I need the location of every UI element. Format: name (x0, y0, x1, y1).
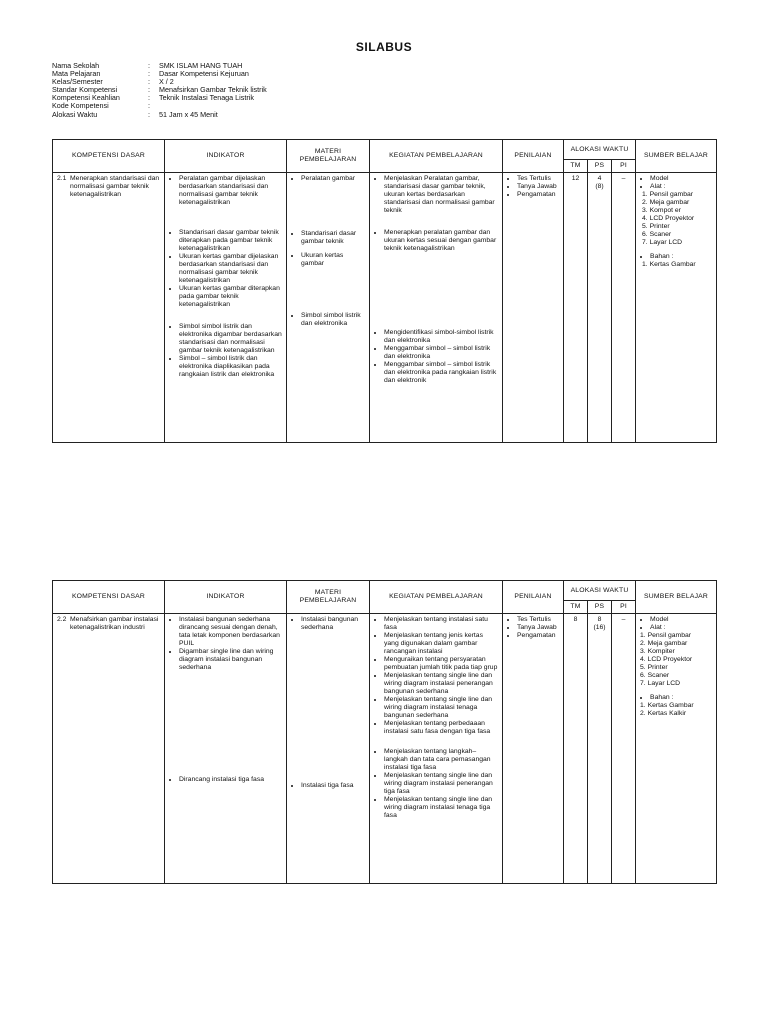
list-item: • Menggambar simbol – simbol listrik dan elektronika pada rangkaian listrik dan elektronik (384, 361, 498, 385)
list-item: • Menjelaskan Peralatan gambar, standarisasi dasar gambar teknik, ukuran kertas berdasarkan standarisasi dan normalisasi gambar teknik (384, 175, 498, 215)
list-item: • Dirancang instalasi tiga fasa (179, 776, 282, 784)
header-tm: TM (564, 601, 588, 614)
header-alokasi: ALOKASI WAKTU (564, 140, 636, 160)
list-item: 4. LCD Proyektor (642, 215, 695, 222)
list-item: • Instalasi bangunan sederhana (301, 616, 365, 632)
list-item: 1. Pensil gambar (642, 191, 694, 198)
list-item: 7. Layar LCD (640, 680, 681, 687)
list-item: • Model (650, 616, 712, 624)
list-item: • Peralatan gambar dijelaskan berdasarkan standarisasi dan normalisasi gambar teknik ketenagalistrikan (179, 175, 282, 207)
list-item: • Simbol simbol listrik dan elektronika (301, 312, 365, 328)
tm-cell: 8 (564, 614, 588, 884)
list-item: 1. Kertas Gambar (642, 261, 696, 268)
header-kd: KOMPETENSI DASAR (53, 581, 165, 614)
list-item: • Tes Tertulis (517, 616, 559, 624)
header-sumber: SUMBER BELAJAR (636, 140, 717, 173)
list-item: 4. LCD Proyektor (640, 656, 693, 663)
meta-value: X / 2 (159, 77, 174, 87)
kegiatan-cell (370, 614, 503, 884)
ps-sub-value: (16) (593, 624, 606, 631)
header-tm: TM (564, 160, 588, 173)
tm-cell: 12 (564, 173, 588, 443)
header-pi: PI (612, 160, 636, 173)
list-item: • Menjelaskan tentang instalasi satu fasa (384, 616, 498, 632)
header-alokasi: ALOKASI WAKTU (564, 581, 636, 601)
list-item: • Ukuran kertas gambar (301, 252, 365, 268)
list-item: • Ukuran kertas gambar diterapkan pada gambar teknik ketenagalistrikan (179, 285, 282, 309)
list-item: • Peralatan gambar (301, 175, 365, 183)
list-item: • Pengamatan (517, 191, 559, 199)
meta-label: Mata Pelajaran (52, 69, 101, 79)
list-item: 1. Kertas Gambar (640, 702, 694, 709)
header-ps: PS (588, 601, 612, 614)
meta-value: Teknik Instalasi Tenaga Listrik (159, 93, 254, 103)
meta-label: Kompetensi Keahlian (52, 93, 120, 103)
kegiatan-cell (370, 173, 503, 443)
meta-label: Kode Kompetensi (52, 101, 109, 111)
header-materi: MATERI PEMBELAJARAN (287, 581, 370, 614)
page-title: SILABUS (355, 40, 413, 54)
meta-row: Standar Kompetensi : Menafsirkan Gambar Teknik listrik (52, 85, 267, 95)
header-penilaian: PENILAIAN (503, 140, 564, 173)
meta-value: Dasar Kompetensi Kejuruan (159, 69, 249, 79)
meta-row: Kelas/Semester : X / 2 (52, 77, 174, 87)
meta-value: 51 Jam x 45 Menit (159, 109, 218, 119)
list-item: • Instalasi tiga fasa (301, 782, 365, 790)
header-materi: MATERI PEMBELAJARAN (287, 140, 370, 173)
kd-cell (53, 614, 165, 884)
list-item: • Ukuran kertas gambar dijelaskan berdasarkan standarisasi dan normalisasi gambar teknik ketenagalistrikan (179, 253, 282, 285)
list-item: 5. Printer (640, 664, 668, 671)
list-item: 3. Kompiter (640, 648, 675, 655)
kd-number: 2.2 (57, 616, 67, 623)
kd-number: 2.1 (57, 175, 67, 182)
list-item: 1. Pensil gambar (640, 632, 692, 639)
ps-cell (588, 173, 612, 443)
materi-cell (287, 614, 370, 884)
list-item: • Tes Tertulis (517, 175, 559, 183)
header-indikator: INDIKATOR (165, 581, 287, 614)
list-item: • Simbol simbol listrik dan elektronika digambar berdasarkan standarisasi dan normalisasi gambar teknik ketenagalistrikan (179, 323, 282, 355)
kd-text: Menerapkan standarisasi dan normalisasi gambar teknik ketenagalistrikan (70, 175, 160, 198)
pi-cell: – (612, 614, 636, 884)
list-item: • Bahan : (650, 694, 712, 702)
meta-label: Alokasi Waktu (52, 109, 98, 119)
list-item: 5. Printer (642, 223, 670, 230)
list-item: • Menerapkan peralatan gambar dan ukuran kertas sesuai dengan gambar teknik ketenagalistrikan (384, 229, 498, 253)
list-item: 2. Meja gambar (640, 640, 688, 647)
meta-value: SMK ISLAM HANG TUAH (159, 61, 243, 70)
list-item: • Pengamatan (517, 632, 559, 640)
kd-cell (53, 173, 165, 443)
header-penilaian: PENILAIAN (503, 581, 564, 614)
header-sumber: SUMBER BELAJAR (636, 581, 717, 614)
list-item: • Menjelaskan tentang single line dan wiring diagram instalasi tenaga bangunan sederhana (384, 696, 498, 720)
meta-value: Menafsirkan Gambar Teknik listrik (159, 85, 267, 95)
list-item: • Menjelaskan tentang single line dan wiring diagram instalasi penerangan bangunan sederhana (384, 672, 498, 696)
ps-cell (588, 614, 612, 884)
list-item: • Simbol – simbol listrik dan elektronika diaplikasikan pada rangkaian listrik dan elektronika (179, 355, 282, 379)
list-item: • Instalasi bangunan sederhana dirancang sesuai dengan denah, tata letak komponen berdasarkan PUIL (179, 616, 282, 648)
list-item: • Menjelaskan tentang single line dan wiring diagram instalasi penerangan tiga fasa (384, 772, 498, 796)
list-item: • Menjelaskan tentang perbedaaan instalasi satu fasa dengan tiga fasa (384, 720, 498, 736)
meta-label: Kelas/Semester (52, 77, 103, 87)
list-item: 2. Kertas Kalkir (640, 710, 687, 717)
sumber-cell (636, 173, 717, 443)
indikator-cell (165, 614, 287, 884)
list-item: • Digambar single line dan wiring diagram instalasi bangunan sederhana (179, 648, 282, 672)
list-item: • Alat : (650, 624, 712, 632)
list-item: • Menggambar simbol – simbol listrik dan elektronika (384, 345, 498, 361)
meta-row: Kompetensi Keahlian : Teknik Instalasi Tenaga Listrik (52, 93, 254, 103)
header-ps: PS (588, 160, 612, 173)
meta-label: Standar Kompetensi (52, 85, 118, 95)
meta-row: Mata Pelajaran : Dasar Kompetensi Kejuruan (52, 69, 249, 79)
list-item: 3. Kompot er (642, 207, 681, 214)
penilaian-cell (503, 614, 564, 884)
header-indikator: INDIKATOR (165, 140, 287, 173)
header-kegiatan: KEGIATAN PEMBELAJARAN (370, 581, 503, 614)
penilaian-cell (503, 173, 564, 443)
syllabus-table-2 (52, 580, 717, 884)
pi-cell: – (612, 173, 636, 443)
meta-label: Nama Sekolah (52, 61, 100, 70)
document-meta (52, 62, 267, 119)
syllabus-table-1 (52, 139, 717, 443)
list-item: • Mengidentifikasi simbol-simbol listrik dan elektronika (384, 329, 498, 345)
ps-sub-value: (8) (595, 183, 604, 190)
header-kd: KOMPETENSI DASAR (53, 140, 165, 173)
ps-value: 8 (597, 616, 602, 623)
kd-text: Menafsirkan gambar instalasi ketenagalistrikan industri (70, 616, 159, 631)
sumber-cell (636, 614, 717, 884)
list-item: • Standarisari dasar gambar teknik diterapkan pada gambar teknik ketenagalistrikan (179, 229, 282, 253)
materi-cell (287, 173, 370, 443)
list-item: • Alat : (650, 183, 712, 191)
list-item: • Menjelaskan tentang single line dan wiring diagram instalasi tenaga tiga fasa (384, 796, 498, 820)
meta-row: Kode Kompetensi : (52, 101, 150, 111)
list-item: • Tanya Jawab (517, 183, 559, 191)
list-item: • Menjelaskan tentang langkah–langkah dan tata cara pemasangan instalasi tiga fasa (384, 748, 498, 772)
list-item: • Model (650, 175, 712, 183)
ps-value: 4 (597, 175, 602, 182)
indikator-cell (165, 173, 287, 443)
list-item: • Tanya Jawab (517, 624, 559, 632)
list-item: 6. Scaner (640, 672, 670, 679)
list-item: • Standarisari dasar gambar teknik (301, 230, 365, 246)
list-item: 7. Layar LCD (642, 239, 683, 246)
list-item: • Menjelaskan tentang jenis kertas yang digunakan dalam gambar rancangan instalasi (384, 632, 498, 656)
list-item: 2. Meja gambar (642, 199, 690, 206)
header-kegiatan: KEGIATAN PEMBELAJARAN (370, 140, 503, 173)
list-item: • Menguraikan tentang persyaratan pembuatan jumlah titik pada tiap grup (384, 656, 498, 672)
meta-row: Nama Sekolah : SMK ISLAM HANG TUAH (52, 61, 243, 70)
header-pi: PI (612, 601, 636, 614)
list-item: 6. Scaner (642, 231, 672, 238)
meta-row: Alokasi Waktu : 51 Jam x 45 Menit (52, 109, 218, 119)
list-item: • Bahan : (650, 253, 712, 261)
